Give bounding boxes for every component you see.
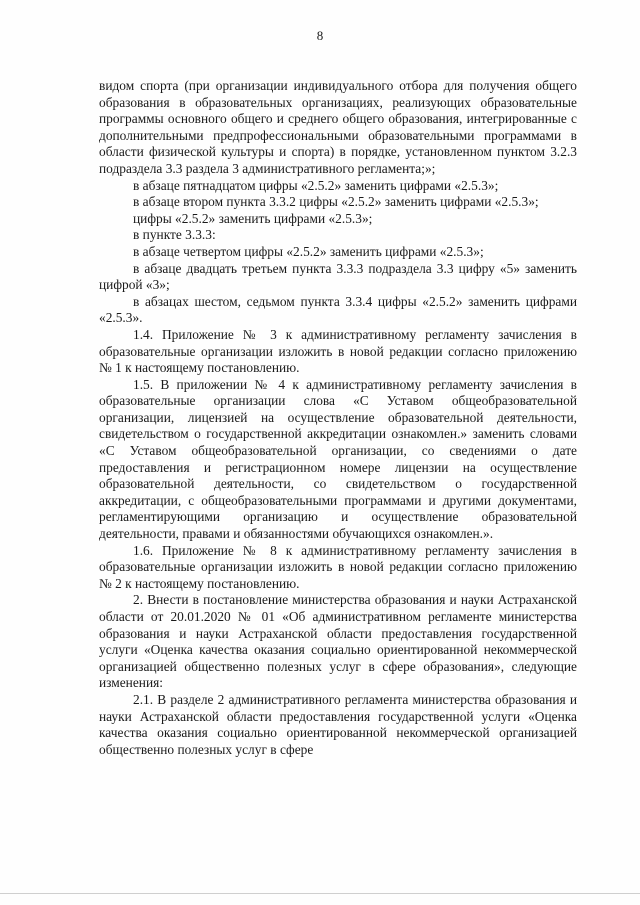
page-bottom-edge xyxy=(0,893,640,894)
paragraph: цифры «2.5.2» заменить цифрами «2.5.3»; xyxy=(133,210,373,226)
document-body xyxy=(99,78,577,758)
paragraph: 2.1. В разделе 2 административного регламента министерства образования и науки Астраханской области предоставления государственной услуги «Оценка качества оказания социально ориентированной некоммерческой организацией общественно полезных услуг в сфере xyxy=(99,691,577,757)
paragraph: в абзацах шестом, седьмом пункта 3.3.4 цифры «2.5.2» заменить цифрами «2.5.3». xyxy=(99,293,577,326)
paragraph: видом спорта (при организации индивидуального отбора для получения общего образования в образовательных организациях, реализующих образовательные программы основного общего и среднего общего образования, интегрированные с дополнительными предпрофессиональными образовательными программами в области физической культуры и спорта) в порядке, установленном пунктом 3.2.3 подраздела 3.3 раздела 3 административного регламента;»; xyxy=(99,78,577,176)
page-number: 8 xyxy=(316,28,324,43)
paragraph: в абзаце четвертом цифры «2.5.2» заменить цифрами «2.5.3»; xyxy=(133,243,484,259)
paragraph: 1.5. В приложении № 4 к административному регламенту зачисления в образовательные организации слова «С Уставом общеобразовательной организации, лицензией на осуществление образовательной деятельности, свидетельством о государственной аккредитации ознакомлен.» заменить словами «С Уставом общеобразовательной организации, со сведениями о дате предоставления и регистрационном номере лицензии на осуществление образовательной деятельности, со свидетельством о государственной аккредитации, с общеобразовательными программами и другими документами, регламентирующими организацию и осуществление образовательной деятельности, правами и обязанностями обучающихся ознакомлен.». xyxy=(99,376,577,542)
paragraph: в абзаце двадцать третьем пункта 3.3.3 подраздела 3.3 цифру «5» заменить цифрой «3»; xyxy=(99,260,577,293)
paragraph: в абзаце втором пункта 3.3.2 цифры «2.5.2» заменить цифрами «2.5.3»; xyxy=(133,194,539,210)
paragraph: в пункте 3.3.3: xyxy=(133,227,216,243)
paragraph: в абзаце пятнадцатом цифры «2.5.2» заменить цифрами «2.5.3»; xyxy=(133,177,499,193)
paragraph: 1.6. Приложение № 8 к административному регламенту зачисления в образовательные организации изложить в новой редакции согласно приложению № 2 к настоящему постановлению. xyxy=(99,542,577,591)
paragraph: 1.4. Приложение № 3 к административному регламенту зачисления в образовательные организации изложить в новой редакции согласно приложению № 1 к настоящему постановлению. xyxy=(99,326,577,376)
paragraph: 2. Внести в постановление министерства образования и науки Астраханской области от 20.01.2020 № 01 «Об административном регламенте министерства образования и науки Астраханской области предоставления государственной услуги «Оценка качества оказания социально ориентированной некоммерческой организацией общественно полезных услуг в сфере образования», следующие изменения: xyxy=(99,592,577,691)
